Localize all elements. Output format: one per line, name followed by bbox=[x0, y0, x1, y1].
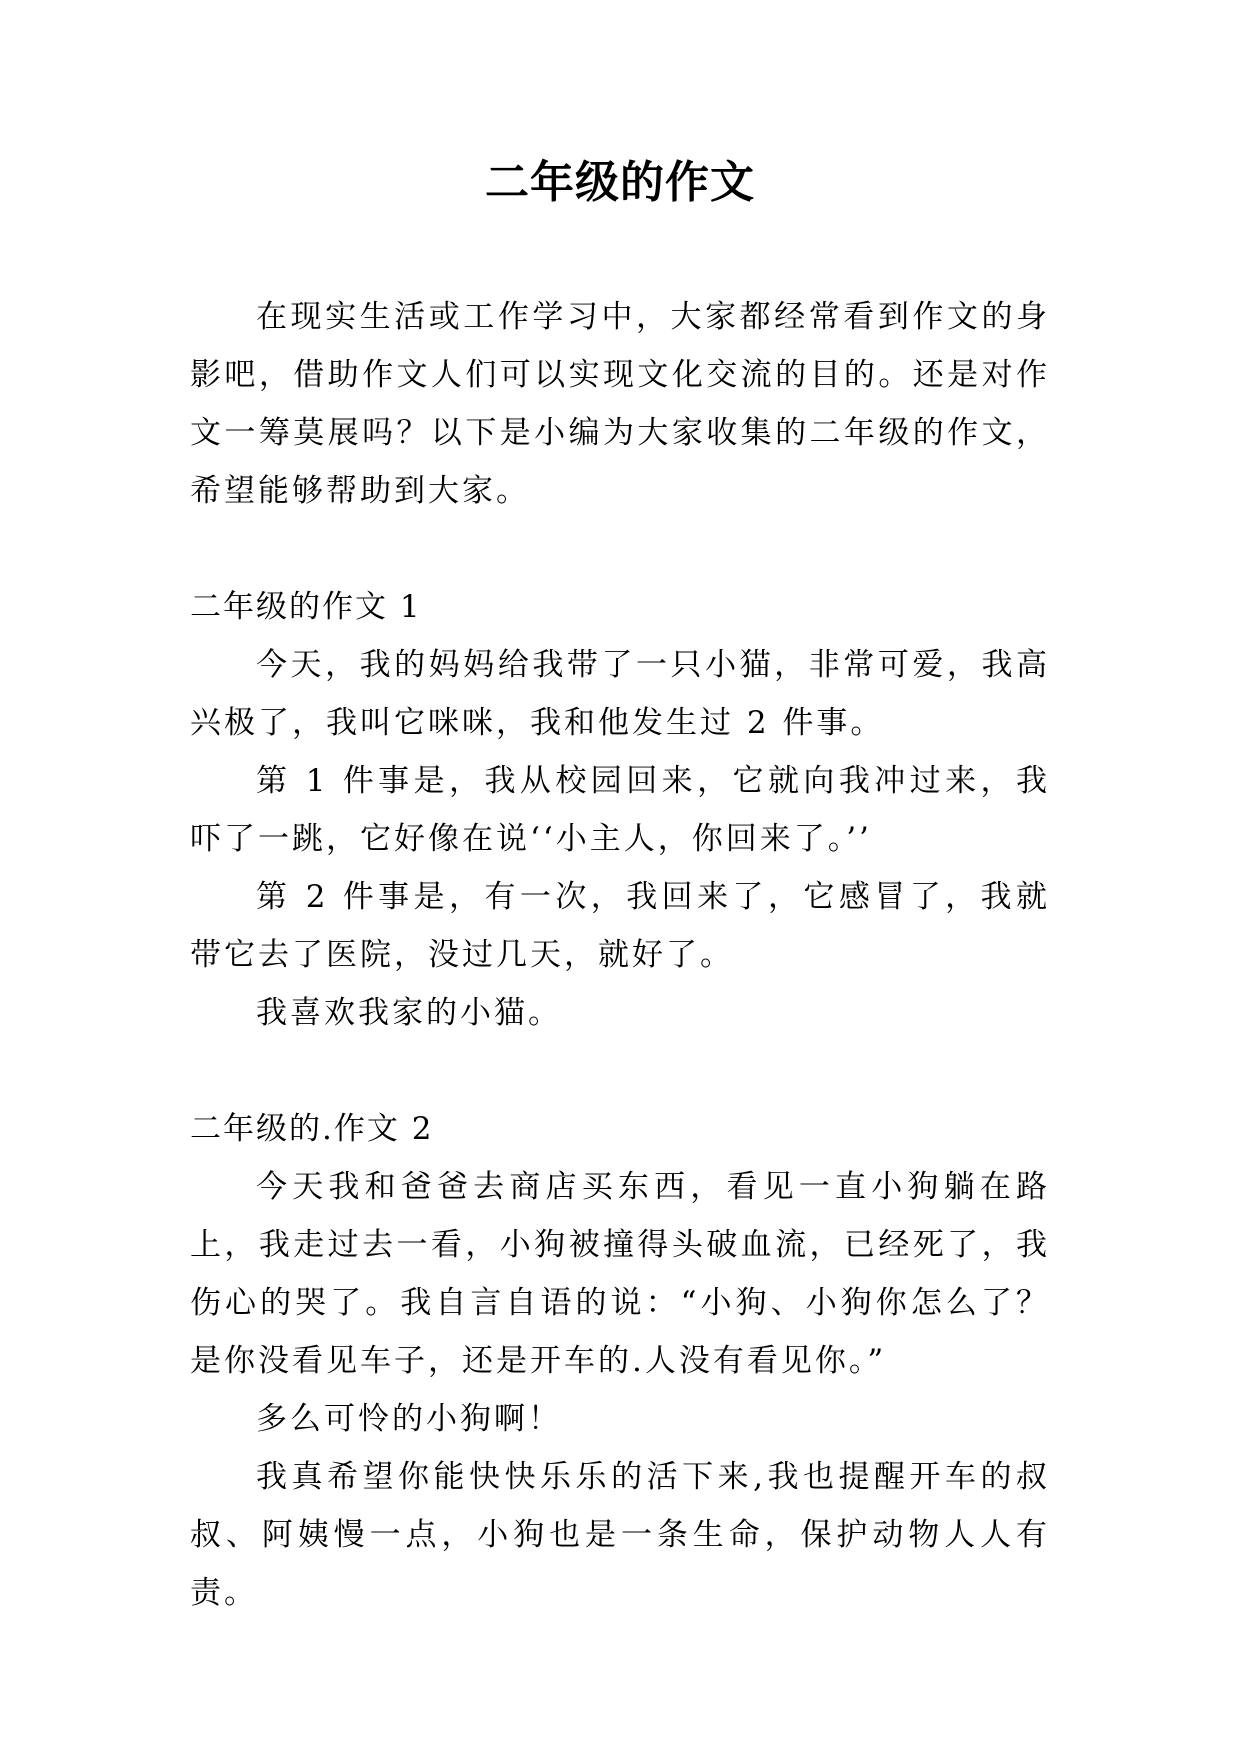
essay-paragraph: 第 1 件事是，我从校园回来，它就向我冲过来，我吓了一跳，它好像在说‘‘小主人，你回来了。’’ bbox=[190, 763, 1050, 857]
essay-paragraph: 第 2 件事是，有一次，我回来了，它感冒了，我就带它去了医院，没过几天，就好了。 bbox=[190, 879, 1050, 973]
intro-paragraph: 在现实生活或工作学习中，大家都经常看到作文的身影吧，借助作文人们可以实现文化交流的目的。还是对作文一筹莫展吗？以下是小编为大家收集的二年级的作文，希望能够帮助到大家。 bbox=[190, 299, 1050, 509]
essay-paragraph: 今天我和爸爸去商店买东西，看见一直小狗躺在路上，我走过去一看，小狗被撞得头破血流，已经死了，我伤心的哭了。我自言自语的说：“小狗、小狗你怎么了？是你没看见车子，还是开车的.人没有看见你。” bbox=[190, 1169, 1050, 1379]
essay-paragraph: 今天，我的妈妈给我带了一只小猫，非常可爱，我高兴极了，我叫它咪咪，我和他发生过 2 件事。 bbox=[190, 647, 1050, 741]
essay-paragraph: 多么可怜的小狗啊！ bbox=[256, 1401, 562, 1437]
document-title: 二年级的作文 bbox=[485, 157, 755, 208]
essay-section-1 bbox=[190, 578, 1050, 1042]
essay-heading: 二年级的作文 1 bbox=[190, 589, 422, 625]
essay-section-2 bbox=[190, 1100, 1050, 1622]
essay-heading: 二年级的.作文 2 bbox=[190, 1111, 434, 1147]
document-page bbox=[190, 0, 1070, 1754]
document-body bbox=[190, 288, 1050, 1622]
essay-paragraph: 我真希望你能快快乐乐的活下来,我也提醒开车的叔叔、阿姨慢一点，小狗也是一条生命，保护动物人人有责。 bbox=[190, 1459, 1050, 1611]
essay-paragraph: 我喜欢我家的小猫。 bbox=[256, 995, 562, 1031]
